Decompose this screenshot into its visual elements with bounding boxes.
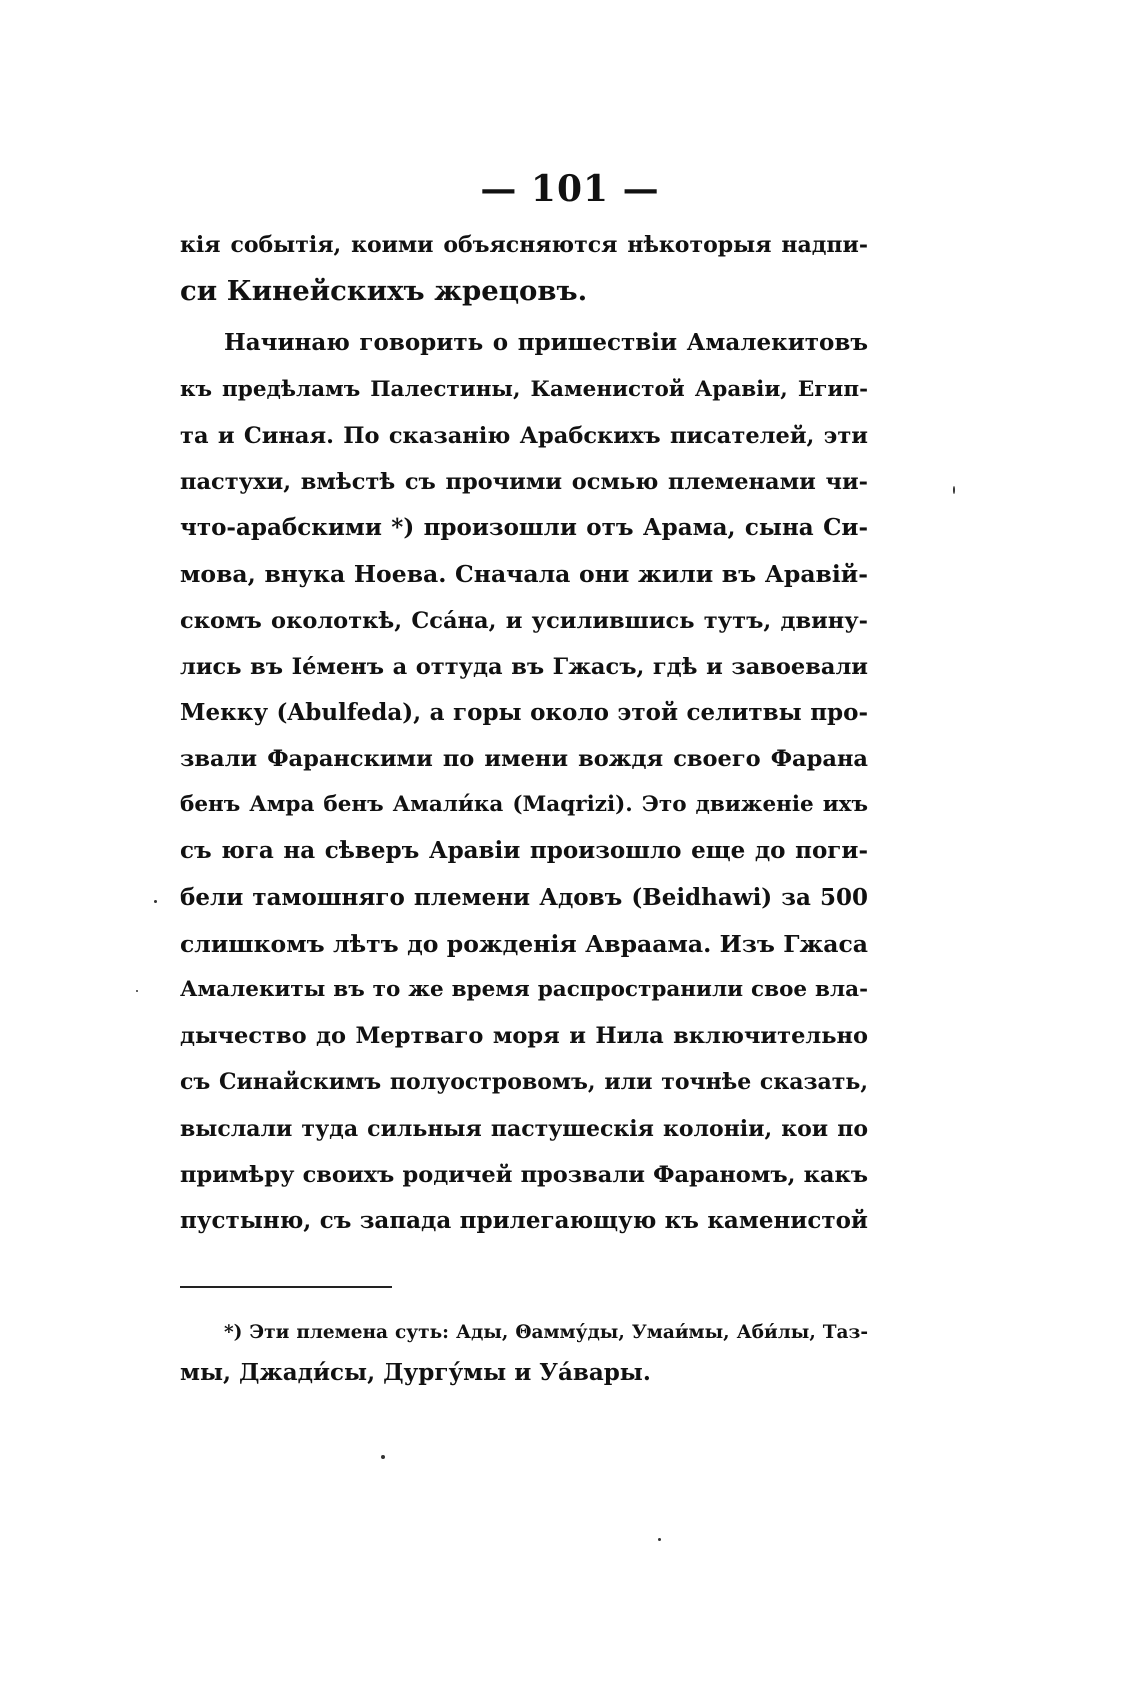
text-line: пастухи, вмѣстѣ съ прочими осмью племенами чи- bbox=[180, 468, 868, 495]
scan-speck bbox=[658, 1538, 661, 1541]
scan-speck bbox=[953, 486, 955, 494]
text-line: съ юга на сѣверъ Аравіи произошло еще до поги- bbox=[180, 837, 868, 865]
footnote-line: *) Эти племена суть: Ады, Θамму́ды, Умаи́мы, Аби́лы, Таз- bbox=[224, 1322, 868, 1343]
text-line: та и Синая. По сказанію Арабскихъ писателей, эти bbox=[180, 422, 868, 449]
page-number: — 101 — bbox=[480, 168, 660, 210]
text-line: бенъ Амра бенъ Амали́ка (Maqrizi). Это движеніе ихъ bbox=[180, 792, 868, 818]
text-line: пустыню, съ запада прилегающую къ каменистой bbox=[180, 1206, 868, 1234]
text-line: къ предѣламъ Палестины, Каменистой Аравіи, Егип- bbox=[180, 376, 868, 402]
text-line: бели тамошняго племени Адовъ (Beidhawi) за 500 bbox=[180, 883, 868, 911]
text-line: скомъ околоткѣ, Ссáна, и усилившись тутъ, двину- bbox=[180, 607, 868, 634]
text-line: си Кинейскихъ жрецовъ. bbox=[180, 275, 588, 308]
scan-speck bbox=[136, 990, 138, 992]
text-line: примѣру своихъ родичей прозвали Фараномъ, какъ bbox=[180, 1161, 868, 1188]
text-line: выслали туда сильныя пастушескія колоніи, кои по bbox=[180, 1115, 868, 1142]
text-line: дычество до Мертваго моря и Нила включительно bbox=[180, 1023, 868, 1050]
text-line: съ Синайскимъ полуостровомъ, или точнѣе сказать, bbox=[180, 1069, 868, 1096]
text-line: звали Фаранскими по имени вождя своего Фарана bbox=[180, 746, 868, 773]
text-line: Мекку (Abulfeda), а горы около этой селитвы про- bbox=[180, 698, 868, 726]
body-text bbox=[180, 222, 868, 1244]
text-line: Начинаю говорить о пришествіи Амалекитовъ bbox=[224, 329, 868, 357]
text-line: что-арабскими *) произошли отъ Арама, сына Си- bbox=[180, 514, 868, 542]
text-line: кія событія, коими объясняются нѣкоторыя надпи- bbox=[180, 232, 868, 258]
text-line: слишкомъ лѣтъ до рожденія Авраама. Изъ Гжаса bbox=[180, 929, 868, 958]
footnote-line: мы, Джади́сы, Дургу́мы и Уа́вары. bbox=[180, 1359, 651, 1386]
scan-speck bbox=[154, 900, 157, 903]
text-line: Амалекиты въ то же время распространили свое вла- bbox=[180, 977, 868, 1002]
scan-speck bbox=[381, 1455, 385, 1459]
text-line: лись въ Іéменъ а оттуда въ Гжасъ, гдѣ и завоевали bbox=[180, 653, 868, 680]
text-line: мова, внука Ноева. Сначала они жили въ Аравій- bbox=[180, 560, 868, 589]
footnote-divider bbox=[180, 1286, 392, 1288]
footnote bbox=[180, 1313, 868, 1393]
